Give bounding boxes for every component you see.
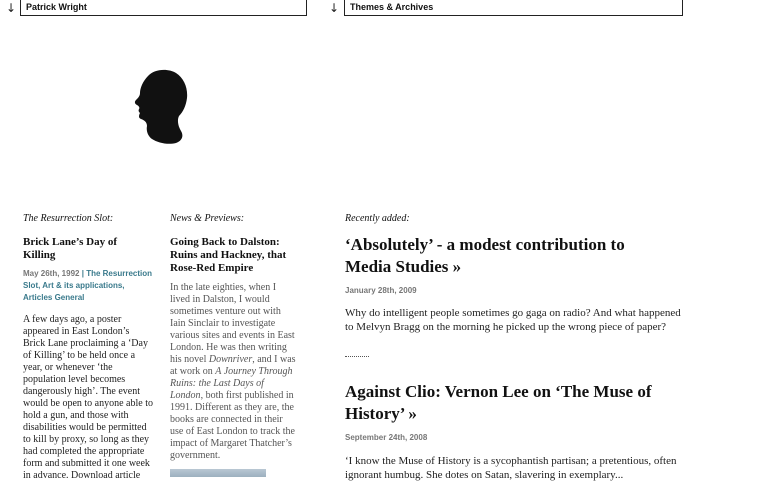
post-divider xyxy=(345,356,369,357)
nav-label: Patrick Wright xyxy=(26,2,87,12)
profile-silhouette-icon xyxy=(132,68,192,144)
book-title: A Journey Through Ruins: the Last Days of London xyxy=(170,366,293,401)
news-body-text: , both first published in 1991. Different as they are, the books are connected in their use of East London to track the impact of Margaret Thatcher’s government. xyxy=(170,390,295,461)
post-date: May 26th, 1992 xyxy=(23,269,80,278)
post-title-link[interactable]: ‘Absolutely’ - a modest contribution to Media Studies » xyxy=(345,235,625,276)
resurrection-title-link[interactable]: Brick Lane’s Day of Killing xyxy=(23,236,118,261)
resurrection-body: A few days ago, a poster appeared in East London’s Brick Lane proclaiming a ‘Day of Killing’ to be held once a year, or whenever ‘the population level becomes dangerously high’. The event would be open to anyone able to hold a gun, and those with disabilities would be permitted to kill by proxy, so long as they had completed the appropriate form and submitted it one week in advance. Download article xyxy=(23,314,153,481)
post-title-link[interactable]: Against Clio: Vernon Lee on ‘The Muse of History’ » xyxy=(345,382,652,423)
meta-separator: | xyxy=(81,269,84,278)
arrow-down-icon: ↓ xyxy=(6,1,17,15)
post-excerpt: ‘I know the Muse of History is a sycophantish partisan; a pretentious, often ignorant humbug. She dotes on Satan, slavering in exemplary... xyxy=(345,455,677,481)
post-date: January 28th, 2009 xyxy=(345,286,417,295)
resurrection-heading: The Resurrection Slot: xyxy=(23,213,114,224)
news-heading: News & Previews: xyxy=(170,213,245,224)
category-link[interactable]: The Resurrection Slot xyxy=(23,269,152,290)
article-thumbnail[interactable] xyxy=(170,469,266,477)
recent-heading: Recently added: xyxy=(345,213,410,224)
post-date: September 24th, 2008 xyxy=(345,433,428,442)
news-body-text: , and I was at work on xyxy=(170,354,296,377)
category-link[interactable]: Articles General xyxy=(23,293,85,302)
book-title: Downriver xyxy=(208,354,253,365)
nav-themes-archives[interactable] xyxy=(344,0,683,16)
nav-label: Themes & Archives xyxy=(350,2,434,12)
arrow-down-icon: ↓ xyxy=(329,1,340,15)
category-link[interactable]: Art & its applications xyxy=(42,281,123,290)
news-body-text: In the late eighties, when I lived in Dalston, I would sometimes venture out with Iain Sinclair to investigate various sites and events in East London. He was then writing his novel xyxy=(170,282,295,365)
resurrection-meta: May 26th, 1992 | The Resurrection Slot, Art & its applications, Articles General xyxy=(23,269,152,302)
news-title-link[interactable]: Going Back to Dalston: Ruins and Hackney, that Rose-Red Empire xyxy=(170,236,287,274)
nav-patrick-wright[interactable] xyxy=(20,0,307,16)
post-excerpt: Why do intelligent people sometimes go gaga on radio? And what happened to Melvyn Bragg on the morning he picked up the wrong piece of paper? xyxy=(345,307,681,333)
news-body xyxy=(170,282,298,462)
